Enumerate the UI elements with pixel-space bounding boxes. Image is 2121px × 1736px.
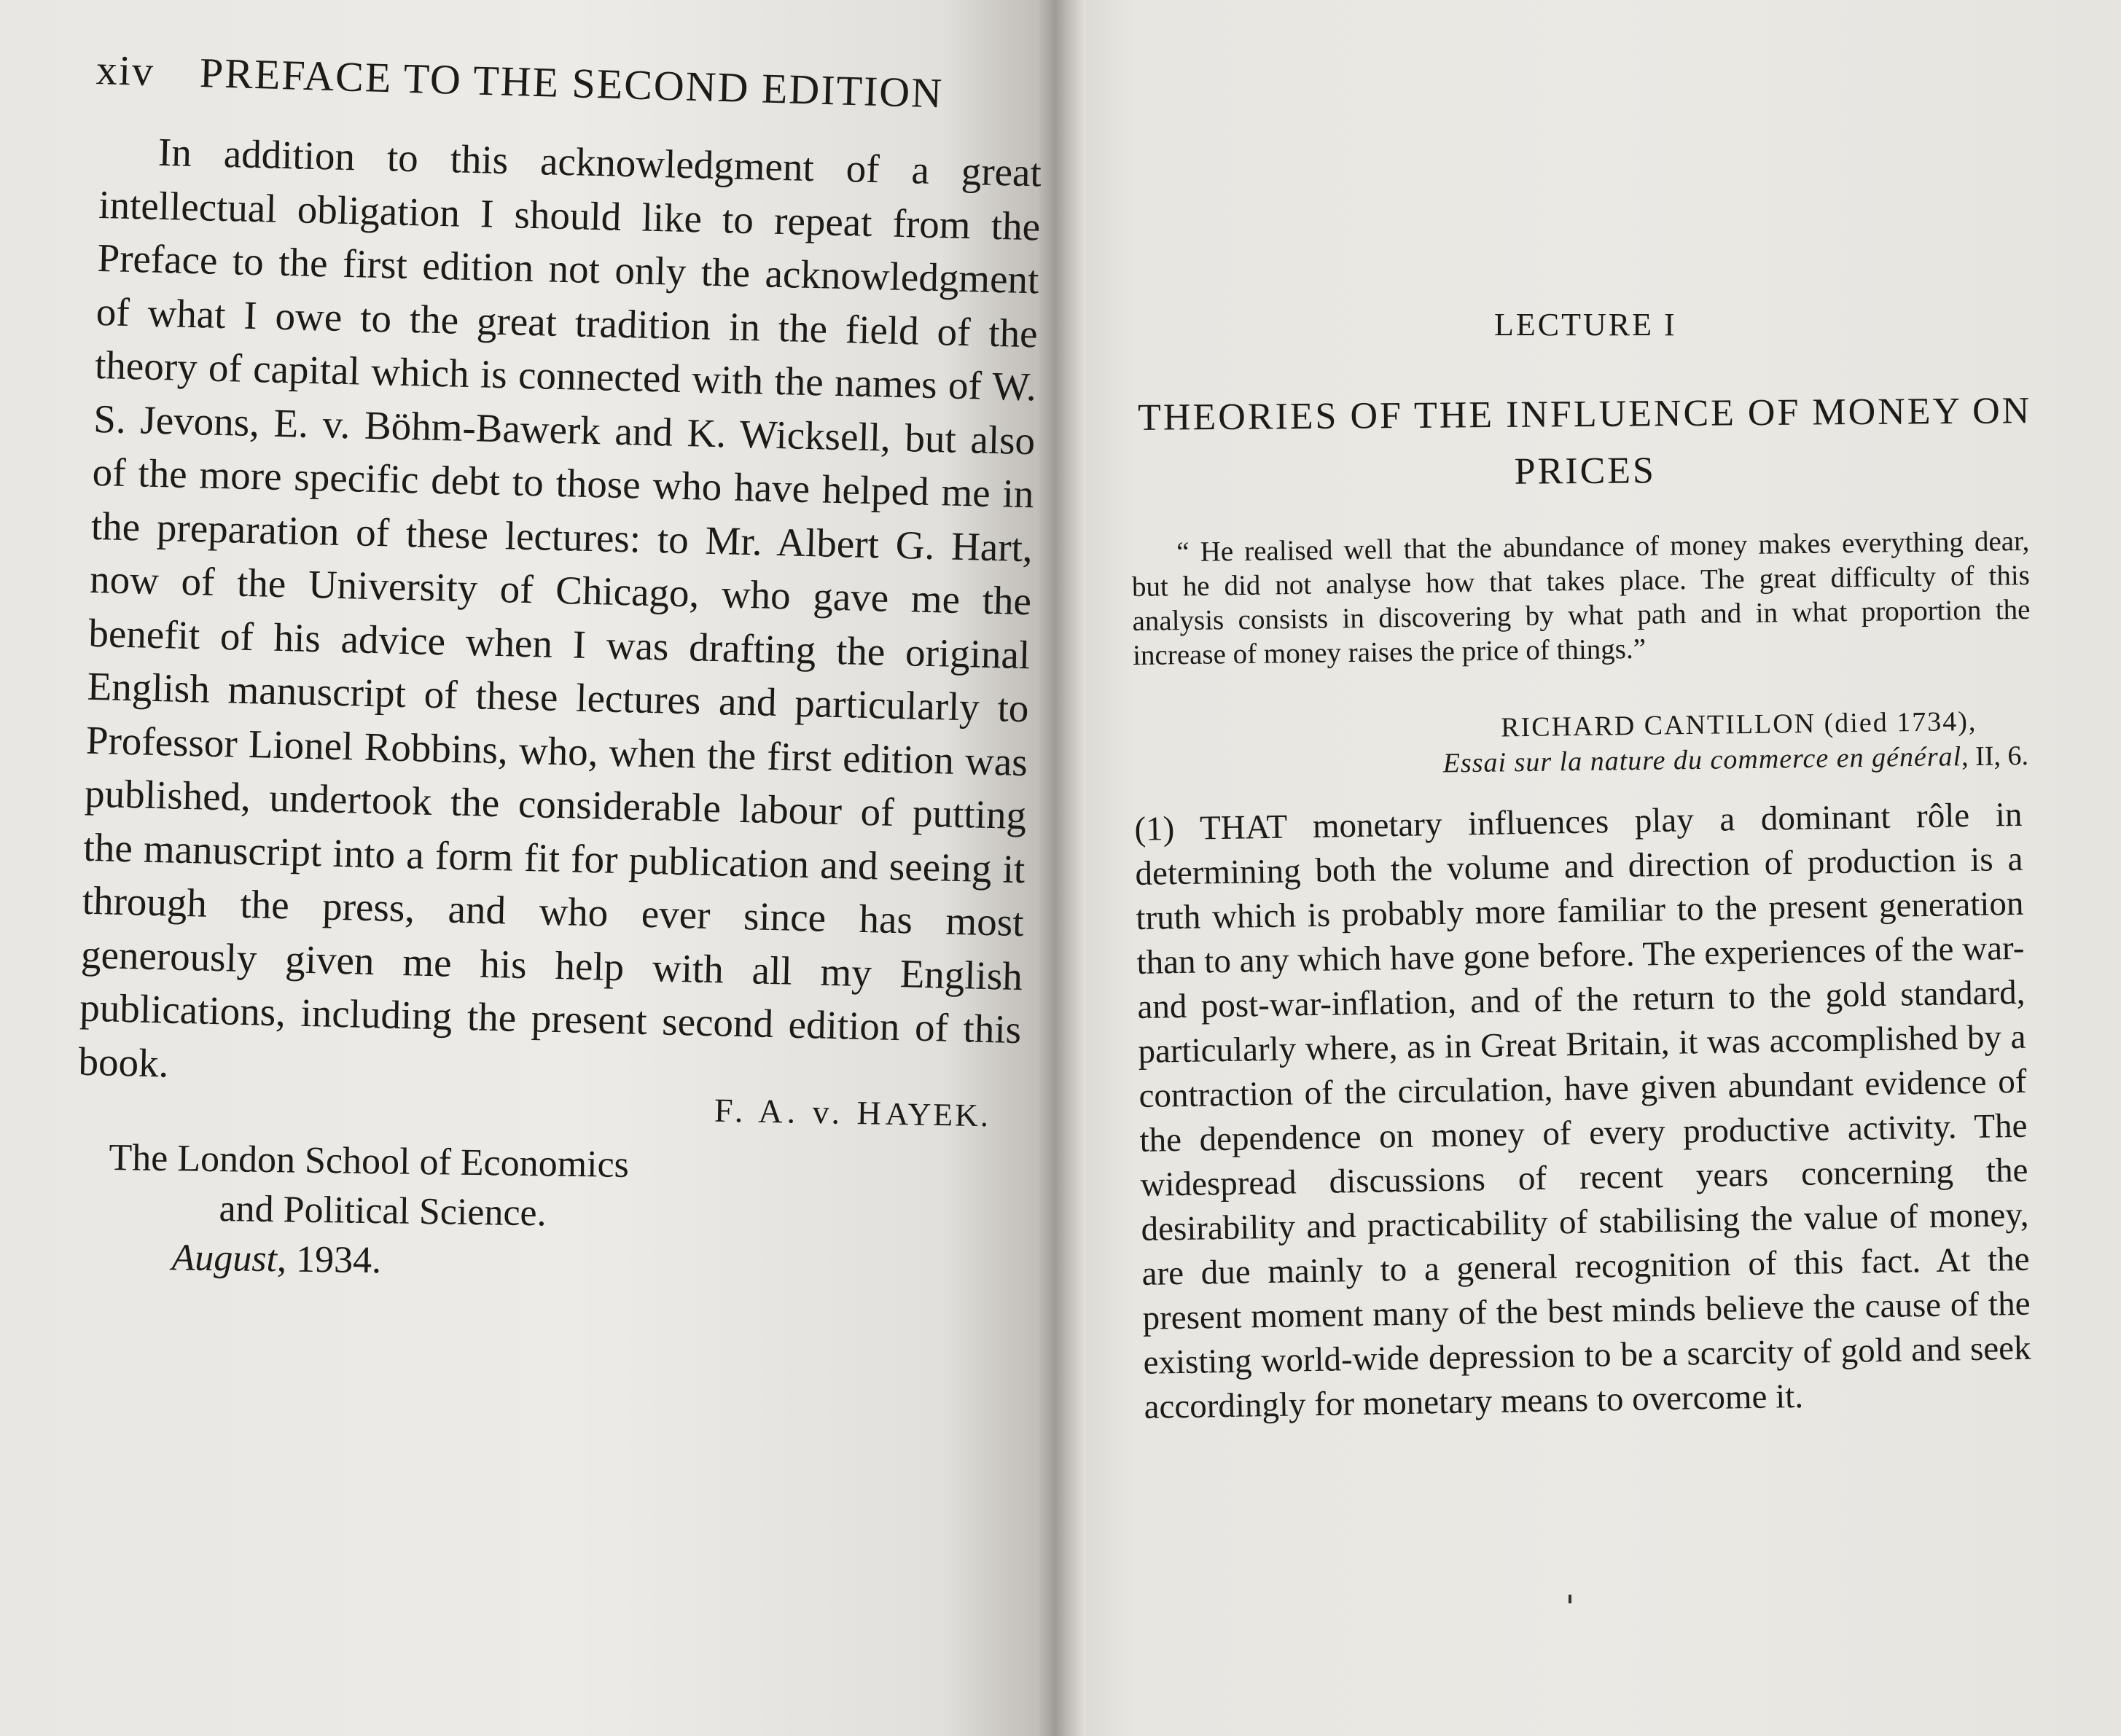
author-signature — [714, 1091, 991, 1135]
page-number: xiv — [95, 46, 156, 95]
lecture-title: THEORIES OF THE INFLUENCE OF MONEY ON PRICES — [1137, 390, 2032, 493]
epigraph-attribution — [1283, 703, 2028, 783]
section-number: (1) — [1134, 809, 1200, 848]
epigraph-work-title: Essai sur la nature du commerce en général — [1442, 741, 1962, 779]
signature-initials: F. A. v. H — [714, 1091, 886, 1132]
lecture-label: LECTURE I — [1494, 307, 1677, 343]
ink-mark — [1569, 1595, 1571, 1603]
date-month: August — [171, 1237, 278, 1281]
epigraph-reference: , II, 6. — [1961, 740, 2029, 773]
affiliation-block — [107, 1133, 629, 1289]
preface-body — [78, 124, 1042, 1110]
lecture-body-text: monetary influences play a dominant rôle in determining both the volume and direction of production is a truth which is probably more familiar to the present generation than to any which have gone before. The experiences of the war- and post-war-inflation, and of the return to the gold standard, particularly where, as in Great Britain, it was accomplished by a contraction of the circulation, have given abundant evidence of the dependence on money of every productive activity. The widespread discussions of recent years concerning the desirability and practicability of stabilising the value of money, are due mainly to a general recognition of this fact. At the present moment many of the best minds believe the cause of the existing world-wide depression to be a scarcity of gold and seek accordingly for monetary means to overcome it. — [1135, 795, 2031, 1426]
affiliation-line-1: The London School of Economics — [109, 1136, 630, 1186]
affiliation-line-2: and Political Science. — [219, 1188, 547, 1235]
epigraph-author: RICHARD CANTILLON (died 1734), — [1500, 705, 1977, 743]
running-head-title: PREFACE TO THE SECOND EDITION — [199, 48, 945, 117]
opening-word: THAT — [1199, 808, 1287, 848]
signature-surname: AYEK. — [885, 1095, 991, 1134]
epigraph-quote: “ He realised well that the abundance of money makes everything dear, but he did not analyse how that takes place. The great difficulty of this analysis consists in discovering by what path and in what proportion the increase of money raises the price of things.” — [1131, 525, 2031, 671]
lecture-paragraph — [1134, 793, 2032, 1430]
date-year: , 1934. — [276, 1238, 382, 1282]
preface-paragraph: In addition to this acknowledgment of a great intellectual obligation I should like to repeat from the Preface to the first edition not only the acknowledgment of what I owe to the great tradition in the field of the theory of capital which is connected with the names of W. S. Jevons, E. v. Böhm-Bawerk and K. Wicksell, but also of the more specific debt to those who have helped me in the preparation of these lectures: to Mr. Albert G. Hart, now of the University of Chicago, who gave me the benefit of his advice when I was drafting the original English manuscript of these lectures and particularly to Professor Lionel Robbins, who, when the first edition was published, undertook the considerable labour of putting the manuscript into a form fit for publication and seeing it through the press, and who ever since has most generously given me his help with all my English publications, including the present second edition of this book. — [77, 129, 1042, 1086]
lecture-body — [1134, 793, 2032, 1430]
book-gutter — [1035, 0, 1086, 1736]
preface-date — [107, 1232, 628, 1289]
